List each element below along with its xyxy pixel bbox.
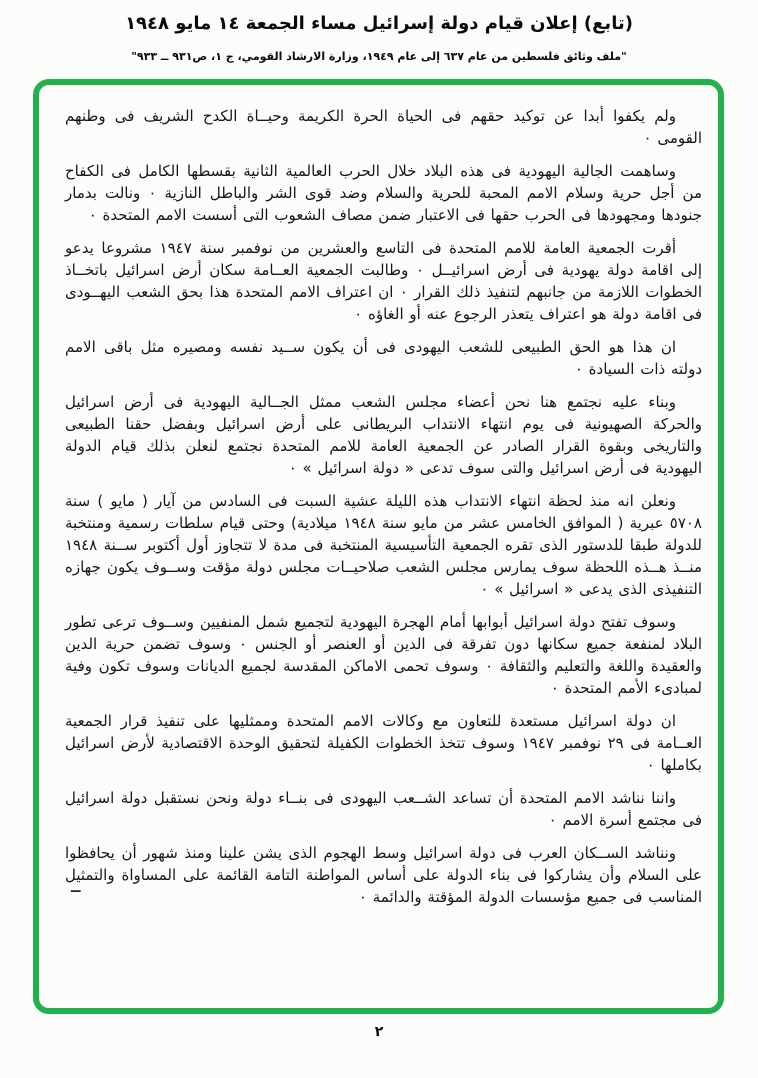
margin-dash-mark: ــ bbox=[71, 880, 81, 896]
paragraph: أقرت الجمعية العامة للامم المتحدة فى التاسع والعشرين من نوفمبر سنة ١٩٤٧ مشروعا يدعو إلى اقامة دولة يهودية فى أرض اسرائيــل ٠ وطالبت الجمعية العــامة سكان أرض اسرائيل باتخــاذ الخطوات اللازمة من جانبهم لتنفيذ ذلك القرار ٠ ان اعتراف الامم المتحدة هذا بحق الشعب اليهــودى فى اقامة دولة هو اعتراف يتعذر الرجوع عنه أو الغاؤه ٠ bbox=[65, 239, 702, 323]
document-body bbox=[39, 85, 718, 1008]
paragraph: واننا نناشد الامم المتحدة أن تساعد الشــعب اليهودى فى بنــاء دولة ونحن نستقبل دولة اسرائيل فى مجتمع أسرة الامم ٠ bbox=[65, 789, 702, 829]
source-citation: "ملف وثائق فلسطين من عام ٦٣٧ إلى عام ١٩٤٩، وزارة الارشاد القومي، ج ١، ص٩٣١ ــ ٩٣٣" bbox=[131, 50, 627, 63]
green-frame bbox=[33, 79, 724, 1014]
paragraph: وبناء عليه نجتمع هنا نحن أعضاء مجلس الشعب ممثل الجــالية اليهودية فى أرض اسرائيل والحركة الصهيونية فى يوم انتهاء الانتداب البريطانى على أرض اسرائيل وبفضل حقنا الطبيعى والتاريخى وبقوة القرار الصادر عن الجمعية العامة للامم المتحدة نجتمع لنعلن بذلك قيام الدولة اليهودية فى أرض اسرائيل والتى سوف تدعى « دولة اسرائيل » ٠ bbox=[65, 393, 702, 477]
paragraph: وساهمت الجالية اليهودية فى هذه البلاد خلال الحرب العالمية الثانية بقسطها الكامل فى الكفاح من أجل حرية وسلام الامم المحبة للحرية والسلام وضد قوى الشر والباطل النازية ٠ ونالت بدمار جنودها ومجهودها فى الحرب حقها فى الاعتبار ضمن مصاف الشعوب التى أسست الامم المتحدة ٠ bbox=[65, 162, 702, 224]
paragraph: ان دولة اسرائيل مستعدة للتعاون مع وكالات الامم المتحدة وممثليها على تنفيذ قرار الجمعية العــامة فى ٢٩ نوفمبر ١٩٤٧ وسوف تتخذ الخطوات الكفيلة لتحقيق الوحدة الاقتصادية لأرض اسرائيل بكاملها ٠ bbox=[65, 712, 702, 774]
paragraph: وسوف تفتح دولة اسرائيل أبوابها أمام الهجرة اليهودية لتجميع شمل المنفيين وســوف ترعى تطور البلاد لمنفعة جميع سكانها دون تفرقة فى الدين أو العنصر أو الجنس ٠ وسوف تضمن حرية الدين والعقيدة واللغة والتعليم والثقافة ٠ وسوف تحمى الاماكن المقدسة لجميع الديانات وسوف تكون وفية لمبادىء الأمم المتحدة ٠ bbox=[65, 613, 702, 697]
page-number: ٢ bbox=[374, 1024, 384, 1040]
paragraph: ونناشد الســكان العرب فى دولة اسرائيل وسط الهجوم الذى يشن علينا ومنذ شهور أن يحافظوا على السلام وأن يشاركوا فى بناء الدولة على أساس المواطنة التامة القائمة على المساواة والتمثيل المناسب فى جميع مؤسسات الدولة المؤقتة والدائمة ٠ bbox=[65, 844, 702, 906]
paragraph: ان هذا هو الحق الطبيعى للشعب اليهودى فى أن يكون ســيد نفسه ومصيره مثل باقى الامم دولته ذات السيادة ٠ bbox=[65, 338, 702, 378]
paragraph: ولم يكفوا أبدا عن توكيد حقهم فى الحياة الحرة الكريمة وحيــاة الكدح الشريف فى وطنهم القومى ٠ bbox=[65, 107, 702, 147]
document-title: (تابع) إعلان قيام دولة إسرائيل مساء الجمعة ١٤ مايو ١٩٤٨ bbox=[125, 13, 633, 34]
paragraph: ونعلن انه منذ لحظة انتهاء الانتداب هذه الليلة عشية السبت فى السادس من آيار ( مايو ) سنة ٥٧٠٨ عبرية ( الموافق الخامس عشر من مايو سنة ١٩٤٨ ميلادية) وحتى قيام سلطات رسمية ومنتخبة للدولة طبقا للدستور الذى تقره الجمعية التأسيسية المنتخبة فى مدة لا تتجاوز أول أكتوبر ســنة ١٩٤٨ منــذ هــذه اللحظة سوف يمارس مجلس الشعب صلاحيــات مجلس دولة مؤقت وســوف يكون جهازه التنفيذى الذى يدعى « اسرائيل » ٠ bbox=[65, 492, 702, 598]
